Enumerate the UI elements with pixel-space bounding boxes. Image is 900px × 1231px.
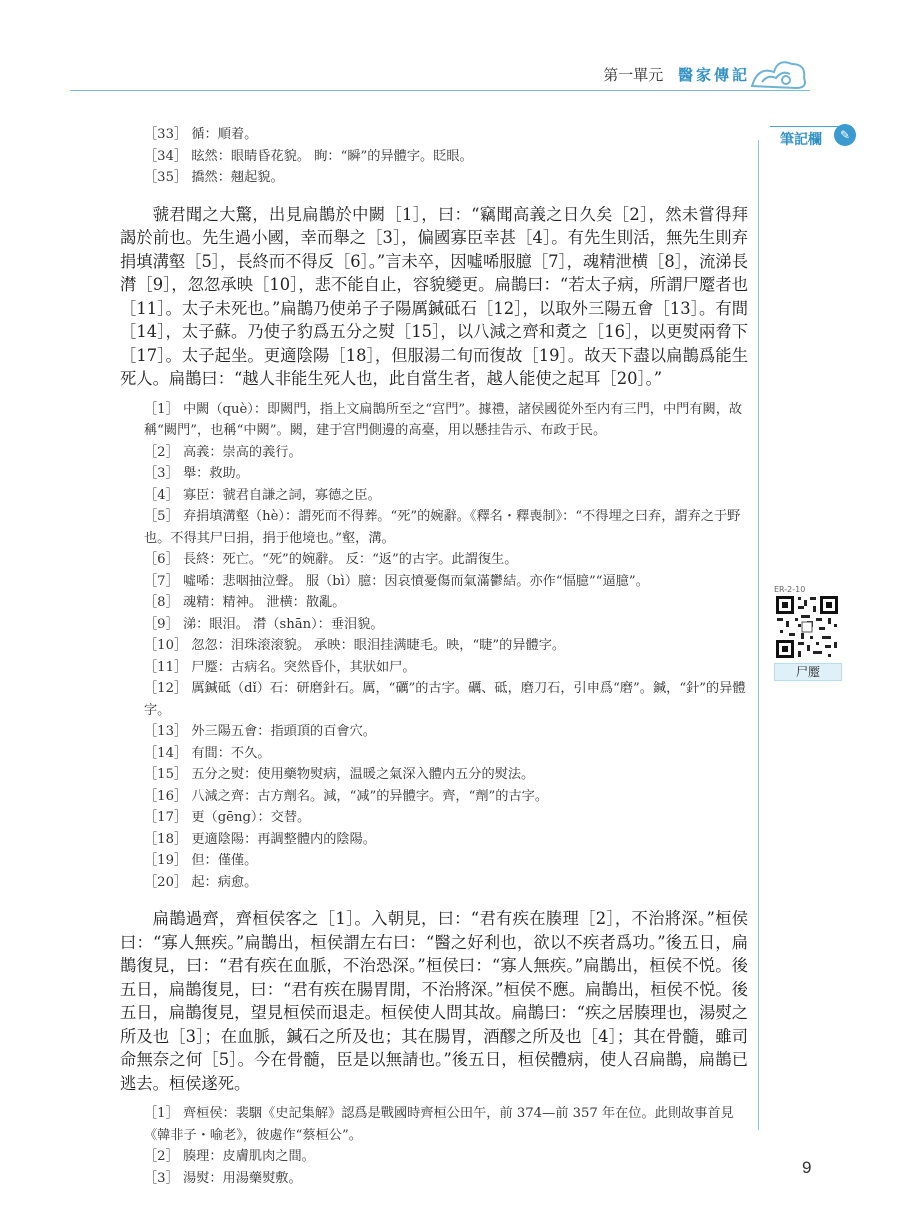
notes-margin-rule xyxy=(758,140,759,1130)
main-paragraph-1: 虢君聞之大驚，出見扁鵲於中闕［1］，曰：“竊聞高義之日久矣［2］，然未嘗得拜謁於前也。先生過小國，幸而舉之［3］，偏國寡臣幸甚［4］。有先生則活，無先生則弃捐填溝壑［5］，長終而不得反［6］。”言未卒，因噓唏服臆［7］，魂精泄横［8］，流涕長潸［9］，忽忽承映［10］，悲不能自止，容貌變更。扁鵲曰：“若太子病，所謂尸蹷者也［11］。太子未死也。”扁鵲乃使弟子子陽厲鍼砥石［12］，以取外三陽五會［13］。有間［14］，太子蘇。乃使子豹爲五分之熨［15］，以八減之齊和煑之［16］，以更熨兩脅下［17］。太子起坐。更適陰陽［18］，但服湯二旬而復故［19］。故天下盡以扁鵲爲能生死人。扁鵲曰：“越人非能生死人也，此自當生者，越人能使之起耳［20］。” xyxy=(120,204,748,388)
note-item: ［7］ 噓唏：悲咽抽泣聲。 服（bì）臆：因哀憤憂傷而氣滿鬱結。亦作“愊臆”“逼臆”。 xyxy=(144,573,649,589)
note-item: ［6］ 長終：死亡。“死”的婉辭。 反：“返”的古字。此謂復生。 xyxy=(144,552,518,567)
note-item: ［9］ 涕：眼泪。 潸（shān）：垂泪貌。 xyxy=(144,616,384,632)
note-item: ［20］ 起：病愈。 xyxy=(144,874,258,890)
note-item: ［19］ 但：僅僅。 xyxy=(144,853,258,868)
unit-label: 第一單元 xyxy=(603,66,664,84)
notes-section-2 xyxy=(120,1103,748,1189)
note-item: ［10］ 忽忽：泪珠滚滚貌。 承映：眼泪挂满睫毛。映，“睫”的异體字。 xyxy=(144,638,566,653)
note-item: ［34］ 眩然：眼睛昏花貌。 眴：“瞬”的异體字。眨眼。 xyxy=(144,148,473,164)
note-item: ［33］ 循：順着。 xyxy=(144,127,258,142)
note-item: ［15］ 五分之熨：使用藥物熨病，温暖之氣深入體内五分的熨法。 xyxy=(144,767,535,782)
main-content xyxy=(120,120,748,1195)
note-item: ［2］ 腠理：皮膚肌肉之間。 xyxy=(144,1149,315,1164)
note-item: ［14］ 有間：不久。 xyxy=(144,745,271,761)
note-item: ［1］ 齊桓侯：裴駰《史記集解》認爲是戰國時齊桓公田午，前 374—前 357 年在位。此則故事首見《韓非子・喻老》，彼處作“蔡桓公”。 xyxy=(144,1106,734,1143)
notes-section-1 xyxy=(120,399,748,894)
qr-caption: 尸蹷 xyxy=(774,663,842,681)
note-item: ［13］ 外三陽五會：指頭頂的百會穴。 xyxy=(144,724,376,739)
note-item: ［35］ 撟然：翹起貌。 xyxy=(144,170,284,185)
page-number: 9 xyxy=(802,1158,812,1177)
note-item: ［8］ 魂精：精神。 泄横：散亂。 xyxy=(144,595,346,610)
pen-icon: ✎ xyxy=(834,124,856,146)
note-item: ［12］ 厲鍼砥（dǐ）石：研磨針石。厲，“礪”的古字。礪、砥，磨刀石，引申爲“磨”。鍼，“針”的异體字。 xyxy=(144,681,746,718)
note-item: ［1］ 中闕（què）：即闕門，指上文扁鵲所至之“宫門”。據禮，諸侯國從外至内有三門，中門有闕，故稱“闕門”，也稱“中闕”。闕，建于宫門側邊的高臺，用以懸挂告示、布政于民。 xyxy=(144,401,743,438)
notes-label: 筆記欄 xyxy=(780,132,822,148)
cloud-ornament-icon xyxy=(748,52,810,94)
note-item: ［4］ 寡臣：虢君自謙之詞，寡德之臣。 xyxy=(144,487,381,503)
note-item: ［17］ 更（gēng）：交替。 xyxy=(144,810,311,825)
header-rule xyxy=(70,90,810,91)
note-item: ［3］ 舉：救助。 xyxy=(144,466,249,481)
note-item: ［2］ 高義：崇高的義行。 xyxy=(144,444,302,460)
running-header xyxy=(603,64,750,85)
note-item: ［3］ 湯熨：用湯藥熨敷。 xyxy=(144,1170,302,1186)
notes-top xyxy=(120,124,748,189)
main-paragraph-2: 扁鵲過齊，齊桓侯客之［1］。入朝見，曰：“君有疾在腠理［2］，不治將深。”桓侯曰：“寡人無疾。”扁鵲出，桓侯謂左右曰：“醫之好利也，欲以不疾者爲功。”後五日，扁鵲復見，曰：“君有疾在血脈，不治恐深。”桓侯曰：“寡人無疾。”扁鵲出，桓侯不悦。後五日，扁鵲復見，曰：“君有疾在腸胃閒，不治將深。”桓侯不應。扁鵲出，桓侯不悦。後五日，扁鵲復見，望見桓侯而退走。桓侯使人問其故。扁鵲曰：“疾之居腠理也，湯熨之所及也［3］；在血脈，鍼石之所及也；其在腸胃，酒醪之所及也［4］；其在骨髓，雖司命無奈之何［5］。今在骨髓，臣是以無請也。”後五日，桓侯體病，使人召扁鵲，扁鵲已逃去。桓侯遂死。 xyxy=(120,909,748,1093)
note-item: ［16］ 八減之齊：古方劑名。減，“减”的异體字。齊，“劑”的古字。 xyxy=(144,788,548,804)
note-item: ［5］ 弃捐填溝壑（hè）：謂死而不得葬。“死”的婉辭。《釋名・釋喪制》：“不得埋之曰弃，謂弃之于野也。不得其尸曰捐，捐于他境也。”壑，溝。 xyxy=(144,509,741,546)
chapter-title: 醫家傳記 xyxy=(677,66,750,84)
note-item: ［18］ 更適陰陽：再調整體内的陰陽。 xyxy=(144,831,376,847)
qr-code-id: ER-2-10 xyxy=(774,585,806,594)
note-item: ［11］ 尸蹷：古病名。突然昏仆，其狀如尸。 xyxy=(144,659,416,675)
qr-code-icon[interactable] xyxy=(774,594,840,660)
